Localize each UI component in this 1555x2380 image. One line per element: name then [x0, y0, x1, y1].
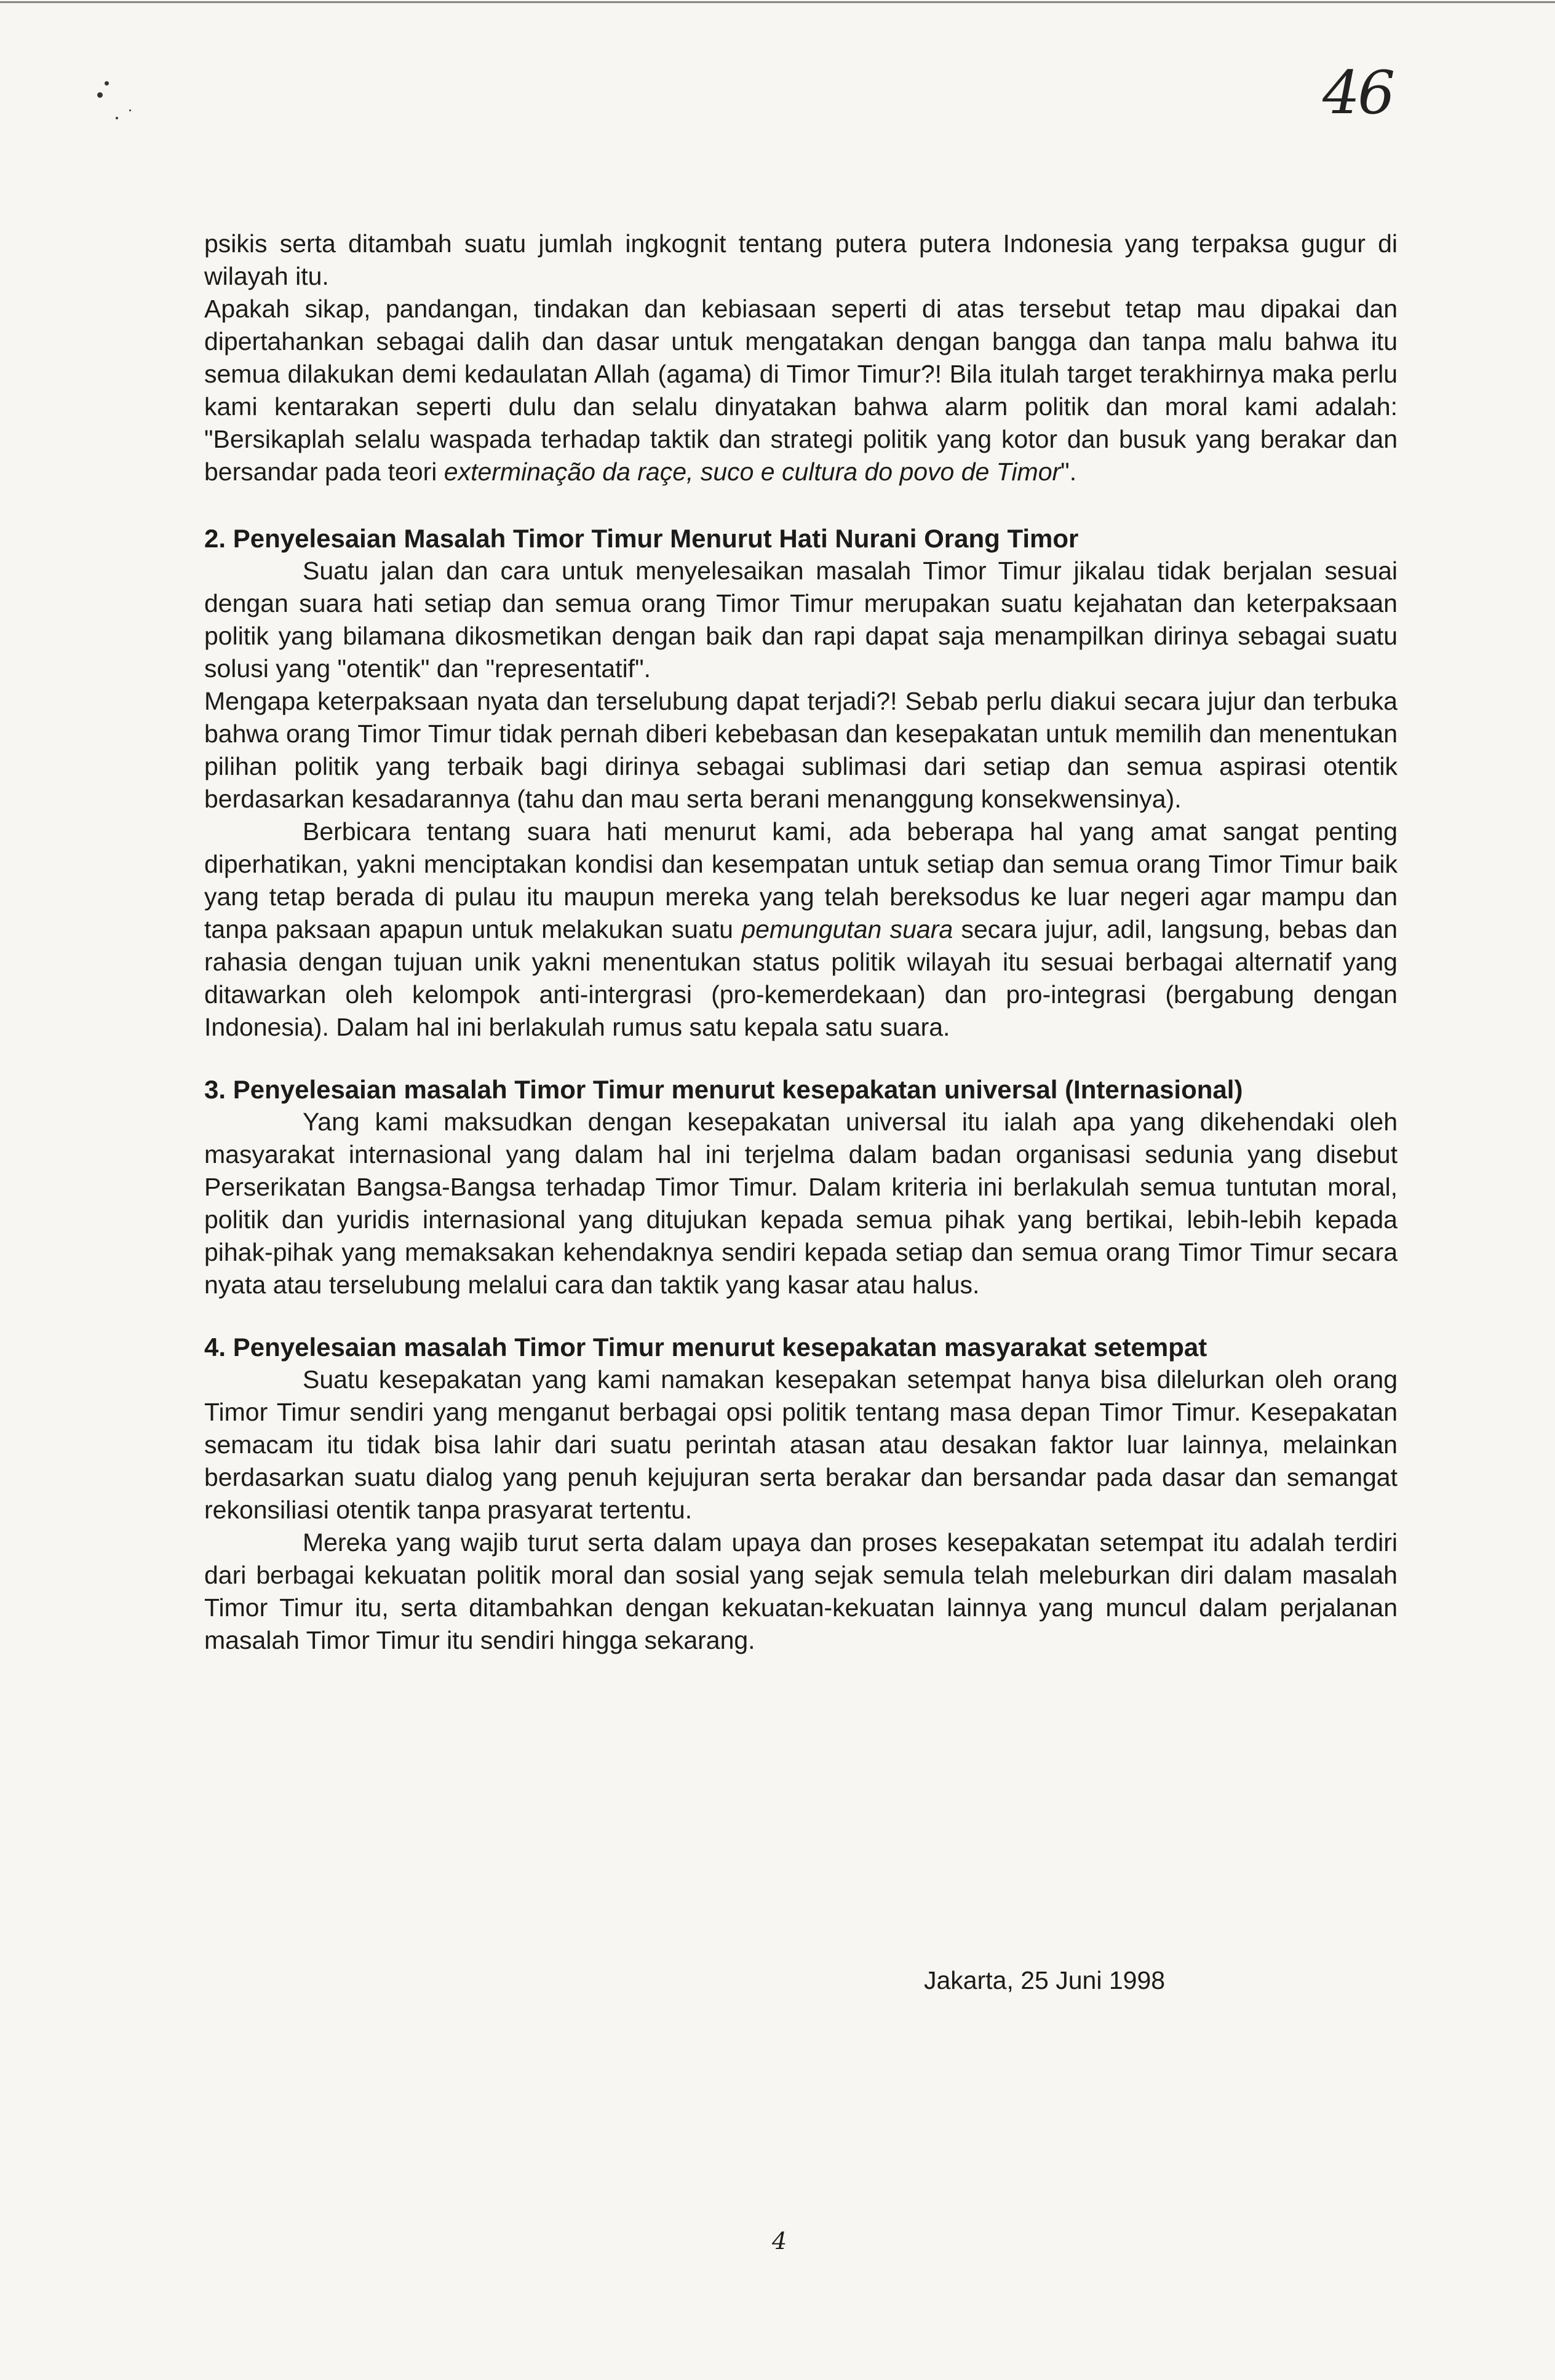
intro-paragraph-2-text: Apakah sikap, pandangan, tindakan dan kebiasaan seperti di atas tersebut tetap mau dipakai dan dipertahankan sebagai dalih dan dasar untuk mengatakan dengan bangga dan tanpa malu bahwa itu semua dilakukan demi kedaulatan Allah (agama) di Timor Timur?! Bila itulah target terakhirnya maka perlu kami kentarakan seperti dulu dan selalu dinyatakan bahwa alarm politik dan moral kami adalah: "Bersikaplah selalu waspada terhadap taktik dan strategi politik yang kotor dan busuk yang berakar dan bersandar pada teori	[204, 295, 1398, 486]
scan-speck	[105, 81, 109, 85]
place-date-line: Jakarta, 25 Juni 1998	[924, 1966, 1166, 1994]
section-2-heading: 2. Penyelesaian Masalah Timor Timur Menurut Hati Nurani Orang Timor	[204, 524, 1079, 553]
section-4-heading: 4. Penyelesaian masalah Timor Timur menurut kesepakatan masyarakat setempat	[204, 1333, 1207, 1362]
section-2-paragraph-3-italic: pemungutan suara	[741, 915, 953, 943]
scan-speck	[116, 117, 118, 119]
section-4-paragraph-2: Mereka yang wajib turut serta dalam upaya dan proses kesepakatan setempat itu adalah terdiri dari berbagai kekuatan politik moral dan sosial yang sejak semula telah meleburkan diri dalam masalah Timor Timur itu, serta ditambahkan dengan kekuatan-kekuatan lainnya yang muncul dalam perjalanan masalah Timor Timur itu sendiri hingga sekarang.	[204, 1528, 1398, 1654]
section-2-paragraph-3-rest: secara jujur, adil, langsung, bebas dan rahasia dengan tujuan unik yakni menentukan status politik wilayah itu sesuai berbagai alternatif yang ditawarkan oleh kelompok anti-intergrasi (pro-kemerdekaan) dan pro-integrasi (bergabung dengan Indonesia). Dalam hal ini berlakulah rumus satu kepala satu suara.	[204, 915, 1398, 1041]
scan-speck	[97, 92, 103, 98]
handwritten-page-number: 46	[1322, 58, 1393, 127]
intro-paragraph-2-italic: exterminação da raçe, suco e cultura do povo de Timor	[443, 458, 1061, 486]
section-2-paragraph-1: Suatu jalan dan cara untuk menyelesaikan masalah Timor Timur jikalau tidak berjalan sesuai dengan suara hati setiap dan semua orang Timor Timur merupakan suatu kejahatan dan keterpaksaan politik yang bilamana dikosmetikan dengan baik dan rapi dapat saja menampilkan dirinya sebagai suatu solusi yang "otentik" dan "representatif".	[204, 557, 1398, 683]
section-2-paragraph-3-text: Berbicara tentang suara hati menurut kami, ada beberapa hal yang amat sangat penting diperhatikan, yakni menciptakan kondisi dan kesempatan untuk setiap dan semua orang Timor Timur baik yang tetap berada di pulau itu maupun mereka yang telah bereksodus ke luar negeri agar mampu dan tanpa paksaan apapun untuk melakukan suatu	[204, 817, 1398, 943]
section-4-paragraph-1: Suatu kesepakatan yang kami namakan kesepakan setempat hanya bisa dilelurkan oleh orang Timor Timur sendiri yang menganut berbagai opsi politik tentang masa depan Timor Timur. Kesepakatan semacam itu tidak bisa lahir dari suatu perintah atasan atau desakan faktor luar lainnya, melainkan berdasarkan suatu dialog yang penuh kejujuran serta berakar dan bersandar pada dasar dan semangat rekonsiliasi otentik tanpa prasyarat tertentu.	[204, 1365, 1398, 1524]
section-2-paragraph-3	[204, 815, 1398, 1044]
scan-speck	[129, 109, 131, 111]
footer-page-number: 4	[772, 2227, 787, 2255]
document-body	[204, 228, 1398, 1657]
section-3-heading: 3. Penyelesaian masalah Timor Timur menurut kesepakatan universal (Internasional)	[204, 1075, 1243, 1104]
scan-edge-line	[0, 1, 1555, 3]
section-2-paragraph-2: Mengapa keterpaksaan nyata dan terselubung dapat terjadi?! Sebab perlu diakui secara jujur dan terbuka bahwa orang Timor Timur tidak pernah diberi kebebasan dan kesepakatan untuk memilih dan menentukan pilihan politik yang terbaik bagi dirinya sebagai sublimasi dari setiap dan semua aspirasi otentik berdasarkan kesadarannya (tahu dan mau serta berani menanggung konsekwensinya).	[204, 687, 1398, 813]
intro-paragraph-1: psikis serta ditambah suatu jumlah ingkognit tentang putera putera Indonesia yang terpaksa gugur di wilayah itu.	[204, 229, 1398, 290]
section-3-paragraph-1: Yang kami maksudkan dengan kesepakatan universal itu ialah apa yang dikehendaki oleh masyarakat internasional yang dalam hal ini terjelma dalam badan organisasi sedunia yang disebut Perserikatan Bangsa-Bangsa terhadap Timor Timur. Dalam kriteria ini berlakulah semua tuntutan moral, politik dan yuridis internasional yang ditujukan kepada semua pihak yang bertikai, lebih-lebih kepada pihak-pihak yang memaksakan kehendaknya sendiri kepada setiap dan semua orang Timor Timur secara nyata atau terselubung melalui cara dan taktik yang kasar atau halus.	[204, 1108, 1398, 1299]
intro-paragraph-2: Apakah sikap, pandangan, tindakan dan kebiasaan seperti di atas tersebut tetap mau dipakai dan dipertahankan sebagai dalih dan dasar untuk mengatakan dengan bangga dan tanpa malu bahwa itu semua dilakukan demi kedaulatan Allah (agama) di Timor Timur?! Bila itulah target terakhirnya maka perlu kami kentarakan seperti dulu dan selalu dinyatakan bahwa alarm politik dan moral kami adalah: "Bersikaplah selalu waspada terhadap taktik dan strategi politik yang kotor dan busuk yang berakar dan bersandar pada teori exterminação da raçe, suco e cultura do povo de Timor".	[204, 295, 1398, 486]
